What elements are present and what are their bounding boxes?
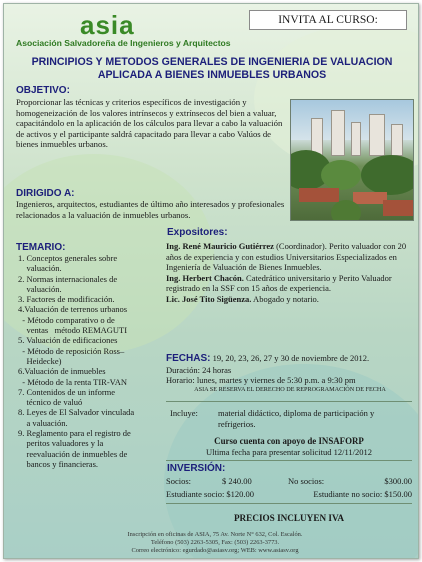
temario-item: valuación. [18, 263, 62, 274]
temario-item: 9. Reglamento para el registro de [18, 428, 131, 439]
expositores-list [166, 241, 414, 305]
temario-item: técnico de valuó [18, 397, 83, 408]
divider [166, 460, 412, 461]
dirigido-text: Ingenieros, arquitectos, estudiantes de último año interesados y profesionales relacionados a la valuación de inmuebles urbanos. [16, 199, 285, 220]
asia-logo: asia [80, 10, 135, 40]
nosocios-label: No socios: [288, 476, 325, 486]
temario-heading: TEMARIO: [16, 242, 66, 253]
inversion-row-1 [166, 476, 412, 487]
incluye-label: Incluye: [170, 408, 198, 418]
expositor-3-text: Abogado y notario. [251, 293, 319, 304]
objetivo-text: Proporcionar las técnicas y criterios específicos de investigación y homogeneización de los valores intrínsecos y extrínsecos del bien a valuar, capacitándolo en la aplicación de los cálculos para llevar a cabo la valuación de activos y el participante saldrá capacitado para llevar a cabo Valúos de bienes inmuebles urbanos. [16, 97, 283, 150]
flyer-page [3, 3, 419, 559]
temario-item: valuación. [18, 283, 62, 294]
expositor-1 [166, 241, 414, 273]
fechas-line [166, 353, 414, 365]
duracion-text: Duración: 24 horas [166, 364, 232, 375]
estudiante-nosocio: Estudiante no socio: $150.00 [313, 488, 412, 499]
temario-item: 3. Factores de modificación. [18, 294, 115, 305]
objetivo-heading: OBJETIVO: [16, 85, 70, 96]
temario-item: 6.Valuación de inmuebles [18, 366, 106, 377]
reserva-text: ASIA SE RESERVA EL DERECHO DE REPROGRAMACIÓN DE FECHA [194, 385, 386, 393]
nosocios-value: $300.00 [384, 476, 412, 486]
divider [166, 503, 412, 504]
expositor-2-text: Catedrático universitario y Perito Valuador registrado en la SSF con 15 años de experiencia. [166, 272, 392, 294]
temario-item: - Método de reposición Ross– [18, 345, 125, 356]
temario-item: ventas método REMAGUTI [18, 325, 128, 336]
expositor-1-name: Ing. René Mauricio Gutiérrez [166, 241, 274, 251]
fechas-heading: FECHAS: [166, 353, 211, 364]
temario-list [18, 253, 166, 469]
temario-item: - Método de la renta TIR-VAN [18, 376, 127, 387]
ultima-fecha-text: Ultima fecha para presentar solicitud 12/11/2012 [205, 447, 373, 457]
temario-item: - Método comparativo o de [18, 314, 115, 325]
apoyo-text: Curso cuenta con apoyo de INSAFORP [214, 436, 364, 446]
dirigido-heading: DIRIGIDO A: [16, 188, 75, 199]
expositor-3-name: Lic. José Tito Sigüenza. [166, 293, 252, 304]
expositores-heading: Expositores: [167, 227, 228, 238]
estudiante-socio: Estudiante socio: $120.00 [166, 488, 255, 499]
temario-item: 7. Contenidos de un informe [18, 386, 116, 397]
course-title-line2: APLICADA A BIENES INMUEBLES URBANOS [97, 69, 327, 81]
expositor-2-name: Ing. Herbert Chacón. [166, 272, 244, 283]
horario-text: Horario: lunes, martes y viernes de 5:30 p.m. a 9:30 pm [166, 375, 356, 386]
footer-line1: Inscripción en oficinas de ASIA, 75 Av. Norte N° 632, Col. Escalón. [127, 531, 303, 538]
temario-item: 1. Conceptos generales sobre [18, 253, 118, 263]
invite-box: INVITA AL CURSO: [249, 10, 407, 30]
footer [54, 531, 376, 556]
expositor-3 [166, 294, 414, 305]
course-title-line1: PRINCIPIOS Y METODOS GENERALES DE INGENIERIA DE VALUACION [31, 56, 393, 68]
precios-text: PRECIOS INCLUYEN IVA [233, 513, 345, 523]
footer-line2: Teléfono (503) 2263-5305, Fax: (503) 2263-3773. [150, 539, 280, 547]
temario-item: 4.Valuación de terrenos urbanos [18, 304, 128, 315]
temario-item: Heidecke) [18, 355, 62, 366]
divider [166, 401, 412, 402]
temario-item: a valuación. [18, 417, 68, 428]
fechas-block [166, 353, 414, 394]
incluye-block [166, 408, 412, 429]
course-title [14, 56, 410, 82]
logo-subtitle: Asociación Salvadoreña de Ingenieros y Arquitectos [16, 38, 231, 48]
inversion-row-2 [166, 489, 412, 500]
temario-item: 2. Normas internacionales de [18, 273, 118, 284]
temario-item: 5. Valuación de edificaciones [18, 335, 118, 346]
inversion-heading: INVERSIÓN: [167, 463, 226, 474]
socios-value: $ 240.00 [222, 476, 252, 486]
fechas-dates: 19, 20, 23, 26, 27 y 30 de noviembre de 2012. [210, 353, 370, 363]
socios-label: Socios: [166, 476, 192, 486]
incluye-text: material didáctico, diploma de participación y refrigerios. [218, 408, 375, 429]
city-photo [290, 99, 414, 221]
temario-item: peritos valuadores y la [18, 438, 104, 449]
temario-item: bancos y financieras. [18, 458, 99, 469]
footer-line3: Correo electrónico: egurdado@asiasv.org; WEB: www.asiasv.org [131, 547, 299, 555]
inversion-block [166, 476, 412, 499]
temario-item: reevaluación de inmuebles de [18, 448, 128, 459]
expositor-1-text: (Coordinador). Perito valuador con 20 años de experiencia y con estudios Universitarios Especializados en Ingeniería de Valuación de Bienes Inmuebles. [166, 241, 407, 273]
temario-item: 8. Leyes de El Salvador vinculada [18, 407, 135, 418]
expositor-2 [166, 273, 414, 294]
